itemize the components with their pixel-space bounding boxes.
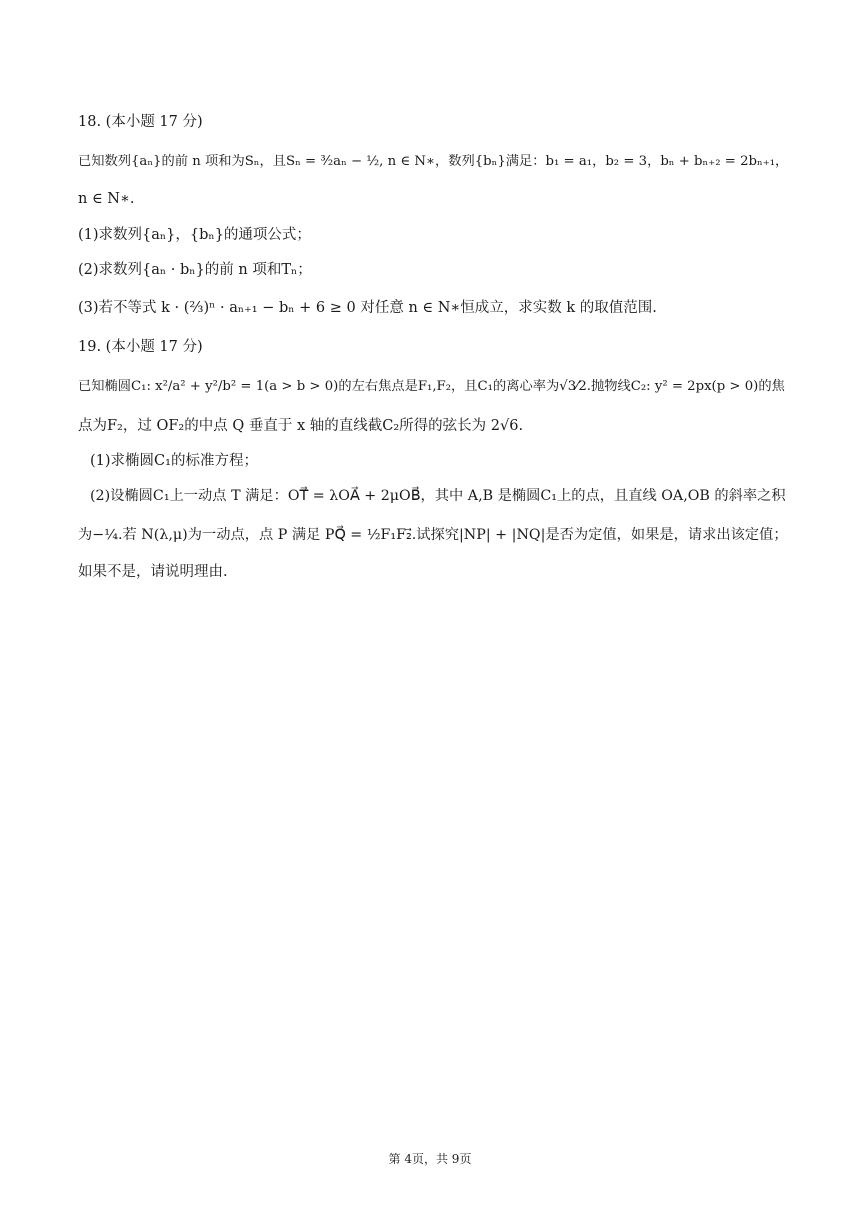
q18-part1: (1)求数列{aₙ}，{bₙ}的通项公式； [78, 227, 311, 243]
q19-statement-line1: 已知椭圆C₁: x²/a² + y²/b² = 1(a > b > 0)的左右焦点是F₁,F₂，且C₁的离心率为√3⁄2.抛物线C₂: y² = 2px(p > 0)的焦 [78, 379, 785, 394]
q18-statement-line1: 已知数列{aₙ}的前 n 项和为Sₙ，且Sₙ = ³⁄₂aₙ − ½, n ∈ N∗，数列{bₙ}满足：b₁ = a₁，b₂ = 3，bₙ + bₙ₊₂ = 2bₙ₊₁， [78, 154, 789, 169]
q18-heading: 18. (本小题 17 分) [78, 114, 203, 130]
q18-part3: (3)若不等式 k · (⅔)ⁿ · aₙ₊₁ − bₙ + 6 ≥ 0 对任意 n ∈ N∗恒成立，求实数 k 的取值范围. [78, 300, 657, 316]
q18-part2: (2)求数列{aₙ · bₙ}的前 n 项和Tₙ； [78, 262, 312, 278]
page-footer: 第 4页，共 9页 [388, 1152, 472, 1166]
q19-part2-line3: 如果不是，请说明理由. [78, 564, 228, 580]
q18-statement-line2: n ∈ N∗. [78, 191, 135, 207]
q19-part2-line1: (2)设椭圆C₁上一动点 T 满足：OT⃗ = λOA⃗ + 2μOB⃗，其中 A,B 是椭圆C₁上的点，且直线 OA,OB 的斜率之积 [90, 488, 786, 504]
q19-heading: 19. (本小题 17 分) [78, 339, 203, 355]
q19-statement-line2: 点为F₂，过 OF₂的中点 Q 垂直于 x 轴的直线截C₂所得的弦长为 2√6. [78, 418, 524, 434]
q19-part2-line2: 为−¼.若 N(λ,μ)为一动点，点 P 满足 PQ⃗ = ½F₁F₂⃗.试探究|NP| + |NQ|是否为定值，如果是，请求出该定值； [78, 527, 788, 543]
q19-part1: (1)求椭圆C₁的标准方程； [90, 453, 258, 469]
